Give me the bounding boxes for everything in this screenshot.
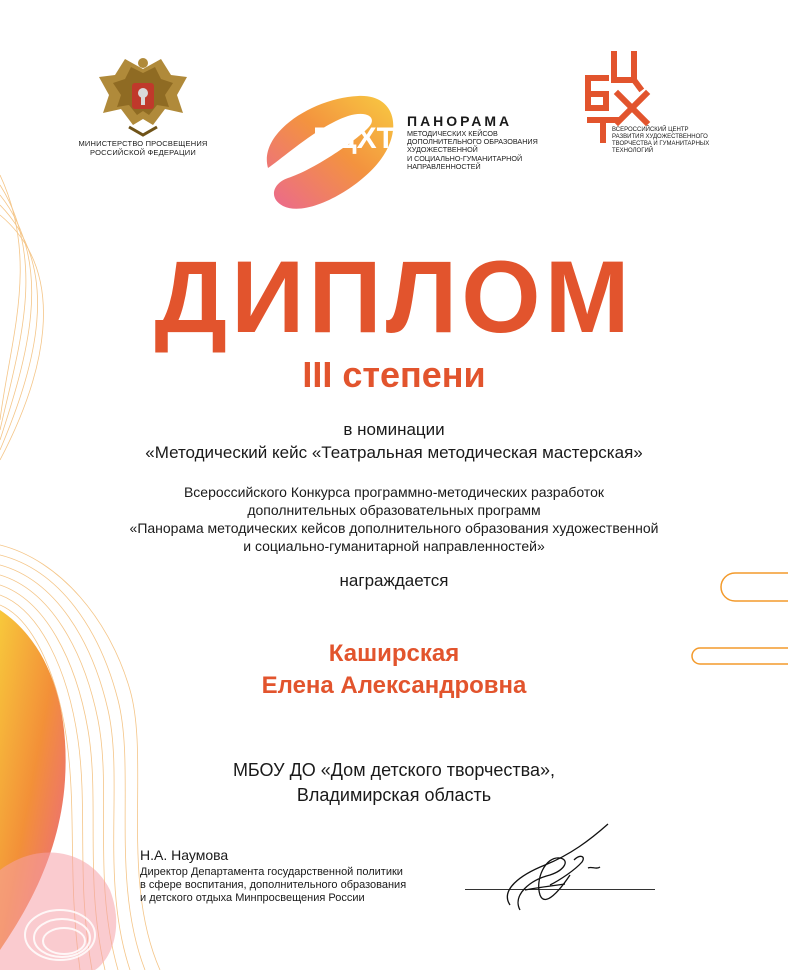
panorama-desc-line: НАПРАВЛЕННОСТЕЙ bbox=[407, 161, 481, 171]
vcrht-caption-line: ТВОРЧЕСТВА И ГУМАНИТАРНЫХ bbox=[612, 141, 710, 147]
signatory-name: Н.А. Наумова bbox=[140, 847, 229, 863]
nomination-intro: в номинации bbox=[343, 420, 445, 439]
nomination-text: «Методический кейс «Театральная методическая мастерская» bbox=[145, 443, 643, 462]
signatory-title bbox=[140, 866, 460, 905]
vcrht-caption-line: ТЕХНОЛОГИЙ bbox=[612, 148, 654, 154]
panorama-desc-line: ХУДОЖЕСТВЕННОЙ bbox=[407, 145, 478, 155]
ministry-caption bbox=[78, 139, 208, 157]
recipient-surname: Каширская bbox=[328, 640, 460, 667]
contest-line: и социально-гуманитарной направленностей» bbox=[243, 538, 545, 554]
contest-line: «Панорама методических кейсов дополнительного образования художественной bbox=[129, 520, 659, 536]
diploma-title: ДИПЛОМ bbox=[154, 240, 634, 354]
panorama-description bbox=[407, 130, 557, 171]
awarded-text: награждается bbox=[339, 571, 449, 590]
organization-line: МБОУ ДО «Дом детского творчества», bbox=[232, 760, 556, 780]
panorama-desc-line: И СОЦИАЛЬНО-ГУМАНИТАРНОЙ bbox=[407, 153, 523, 163]
recipient-given-names: Елена Александровна bbox=[261, 672, 527, 699]
svg-text:ВЦХТ: ВЦХТ bbox=[313, 122, 395, 155]
signatory-title-line: и детского отдыха Минпросвещения России bbox=[140, 892, 365, 904]
handwritten-signature-icon bbox=[490, 820, 620, 920]
panorama-ribbon-logo-icon bbox=[258, 88, 403, 218]
ministry-caption-line: МИНИСТЕРСТВО ПРОСВЕЩЕНИЯ bbox=[78, 139, 208, 148]
panorama-desc-line: МЕТОДИЧЕСКИХ КЕЙСОВ bbox=[407, 129, 498, 138]
contest-line: Всероссийского Конкурса программно-методических разработок bbox=[183, 484, 605, 500]
signatory-title-line: Директор Департамента государственной политики bbox=[140, 866, 403, 878]
vcrht-caption-line: РАЗВИТИЯ ХУДОЖЕСТВЕННОГО bbox=[612, 134, 708, 140]
vcrht-caption bbox=[612, 127, 712, 155]
panorama-desc-line: ДОПОЛНИТЕЛЬНОГО ОБРАЗОВАНИЯ bbox=[407, 137, 538, 147]
vcrht-caption-line: ВСЕРОССИЙСКИЙ ЦЕНТР bbox=[612, 127, 689, 133]
signatory-title-line: в сфере воспитания, дополнительного образования bbox=[140, 879, 407, 891]
organization-region: Владимирская область bbox=[296, 785, 492, 805]
double-headed-eagle-emblem-icon bbox=[95, 55, 191, 139]
contest-line: дополнительных образовательных программ bbox=[247, 502, 541, 518]
diploma-degree: III степени bbox=[302, 354, 486, 395]
panorama-title: ПАНОРАМА bbox=[407, 113, 513, 129]
ministry-caption-line: РОССИЙСКОЙ ФЕДЕРАЦИИ bbox=[90, 148, 196, 157]
